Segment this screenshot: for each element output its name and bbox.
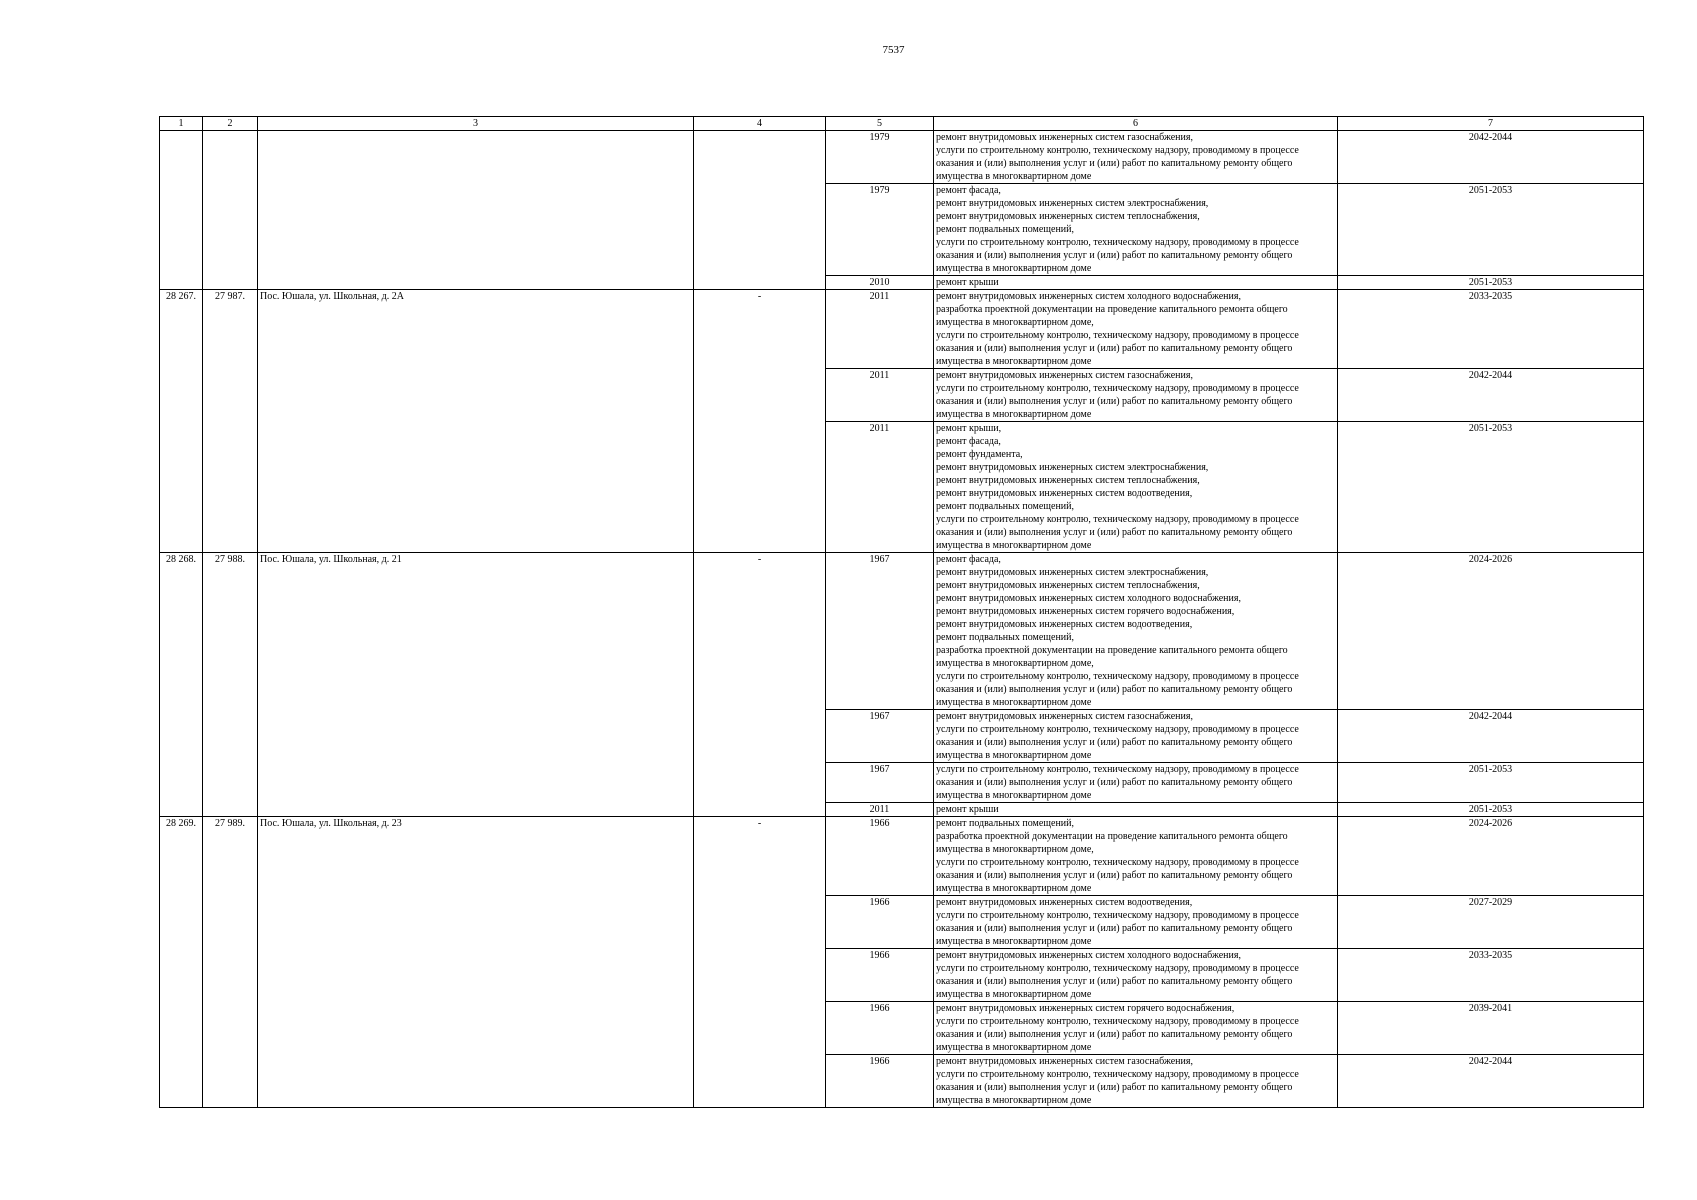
work-line: ремонт внутридомовых инженерных систем горячего водоснабжения, xyxy=(936,606,1235,617)
work-line: имущества в многоквартирном доме xyxy=(936,1095,1092,1106)
work-line: услуги по строительному контролю, техническому надзору, проводимому в процессе xyxy=(936,514,1299,525)
cell-works xyxy=(934,276,1338,290)
cell-year: 1967 xyxy=(826,763,934,803)
work-line: ремонт внутридомовых инженерных систем теплоснабжения, xyxy=(936,475,1200,486)
cell-year: 1979 xyxy=(826,131,934,184)
work-line: ремонт подвальных помещений, xyxy=(936,632,1074,643)
cell-year: 1966 xyxy=(826,817,934,896)
cell-period: 2042-2044 xyxy=(1338,369,1644,422)
work-line: имущества в многоквартирном доме xyxy=(936,409,1092,420)
repair-schedule-table xyxy=(159,116,1644,1108)
work-line: ремонт внутридомовых инженерных систем теплоснабжения, xyxy=(936,211,1200,222)
work-line: имущества в многоквартирном доме, xyxy=(936,844,1094,855)
cell-period: 2033-2035 xyxy=(1338,290,1644,369)
work-line: имущества в многоквартирном доме xyxy=(936,540,1092,551)
work-line: ремонт внутридомовых инженерных систем холодного водоснабжения, xyxy=(936,950,1241,961)
work-line: ремонт крыши xyxy=(936,804,999,815)
cell-period: 2051-2053 xyxy=(1338,763,1644,803)
cell-works xyxy=(934,710,1338,763)
work-line: ремонт внутридомовых инженерных систем газоснабжения, xyxy=(936,711,1193,722)
cell-period: 2051-2053 xyxy=(1338,276,1644,290)
work-line: ремонт фасада, xyxy=(936,436,1001,447)
cell-year: 2011 xyxy=(826,803,934,817)
header-row xyxy=(160,117,1644,131)
cell-period: 2042-2044 xyxy=(1338,131,1644,184)
work-line: ремонт внутридомовых инженерных систем электроснабжения, xyxy=(936,462,1209,473)
cell-col-1: 28 269. xyxy=(160,817,203,1108)
work-line: услуги по строительному контролю, техническому надзору, проводимому в процессе xyxy=(936,910,1299,921)
work-line: услуги по строительному контролю, техническому надзору, проводимому в процессе xyxy=(936,963,1299,974)
work-line: оказания и (или) выполнения услуг и (или) работ по капитальному ремонту общего xyxy=(936,777,1293,788)
cell-year: 1966 xyxy=(826,896,934,949)
table-row xyxy=(160,131,1644,184)
work-line: ремонт внутридомовых инженерных систем газоснабжения, xyxy=(936,370,1193,381)
cell-works xyxy=(934,896,1338,949)
work-line: оказания и (или) выполнения услуг и (или) работ по капитальному ремонту общего xyxy=(936,976,1293,987)
work-line: имущества в многоквартирном доме xyxy=(936,697,1092,708)
work-line: ремонт подвальных помещений, xyxy=(936,224,1074,235)
cell-works xyxy=(934,803,1338,817)
work-line: имущества в многоквартирном доме xyxy=(936,750,1092,761)
table-body xyxy=(160,131,1644,1108)
work-line: оказания и (или) выполнения услуг и (или) работ по капитальному ремонту общего xyxy=(936,870,1293,881)
cell-works xyxy=(934,763,1338,803)
work-line: разработка проектной документации на проведение капитального ремонта общего xyxy=(936,304,1288,315)
cell-period: 2042-2044 xyxy=(1338,1055,1644,1108)
cell-col-1: 28 267. xyxy=(160,290,203,553)
table-row xyxy=(160,817,1644,896)
work-line: услуги по строительному контролю, техническому надзору, проводимому в процессе xyxy=(936,857,1299,868)
cell-col-2 xyxy=(203,131,258,290)
work-line: ремонт внутридомовых инженерных систем теплоснабжения, xyxy=(936,580,1200,591)
work-line: услуги по строительному контролю, техническому надзору, проводимому в процессе xyxy=(936,1069,1299,1080)
work-line: ремонт внутридомовых инженерных систем электроснабжения, xyxy=(936,198,1209,209)
cell-period: 2027-2029 xyxy=(1338,896,1644,949)
cell-year: 1967 xyxy=(826,710,934,763)
work-line: ремонт внутридомовых инженерных систем газоснабжения, xyxy=(936,1056,1193,1067)
column-header-6: 6 xyxy=(934,117,1338,131)
work-line: ремонт фасада, xyxy=(936,554,1001,565)
cell-year: 1966 xyxy=(826,1055,934,1108)
work-line: ремонт внутридомовых инженерных систем водоотведения, xyxy=(936,488,1193,499)
cell-works xyxy=(934,1002,1338,1055)
column-header-5: 5 xyxy=(826,117,934,131)
cell-year: 2010 xyxy=(826,276,934,290)
work-line: оказания и (или) выполнения услуг и (или) работ по капитальному ремонту общего xyxy=(936,396,1293,407)
work-line: оказания и (или) выполнения услуг и (или) работ по капитальному ремонту общего xyxy=(936,1029,1293,1040)
work-line: ремонт крыши xyxy=(936,277,999,288)
cell-works xyxy=(934,817,1338,896)
cell-col-3: Пос. Юшала, ул. Школьная, д. 2А xyxy=(258,290,694,553)
work-line: имущества в многоквартирном доме xyxy=(936,171,1092,182)
cell-period: 2033-2035 xyxy=(1338,949,1644,1002)
cell-col-4: - xyxy=(694,817,826,1108)
work-line: услуги по строительному контролю, техническому надзору, проводимому в процессе xyxy=(936,330,1299,341)
work-line: имущества в многоквартирном доме xyxy=(936,790,1092,801)
work-line: имущества в многоквартирном доме, xyxy=(936,658,1094,669)
cell-col-2: 27 988. xyxy=(203,553,258,817)
work-line: имущества в многоквартирном доме xyxy=(936,1042,1092,1053)
column-header-3: 3 xyxy=(258,117,694,131)
cell-year: 1979 xyxy=(826,184,934,276)
cell-year: 2011 xyxy=(826,422,934,553)
cell-col-1: 28 268. xyxy=(160,553,203,817)
cell-period: 2024-2026 xyxy=(1338,817,1644,896)
work-line: услуги по строительному контролю, техническому надзору, проводимому в процессе xyxy=(936,671,1299,682)
cell-works xyxy=(934,290,1338,369)
cell-works xyxy=(934,369,1338,422)
work-line: разработка проектной документации на проведение капитального ремонта общего xyxy=(936,831,1288,842)
work-line: оказания и (или) выполнения услуг и (или) работ по капитальному ремонту общего xyxy=(936,158,1293,169)
work-line: услуги по строительному контролю, техническому надзору, проводимому в процессе xyxy=(936,145,1299,156)
work-line: разработка проектной документации на проведение капитального ремонта общего xyxy=(936,645,1288,656)
column-header-4: 4 xyxy=(694,117,826,131)
cell-period: 2024-2026 xyxy=(1338,553,1644,710)
cell-period: 2039-2041 xyxy=(1338,1002,1644,1055)
work-line: имущества в многоквартирном доме xyxy=(936,263,1092,274)
work-line: ремонт внутридомовых инженерных систем холодного водоснабжения, xyxy=(936,291,1241,302)
page-number: 7537 xyxy=(882,44,905,56)
repair-schedule-table-container xyxy=(159,116,1643,1108)
work-line: оказания и (или) выполнения услуг и (или) работ по капитальному ремонту общего xyxy=(936,737,1293,748)
cell-col-2: 27 987. xyxy=(203,290,258,553)
work-line: услуги по строительному контролю, техническому надзору, проводимому в процессе xyxy=(936,1016,1299,1027)
cell-period: 2042-2044 xyxy=(1338,710,1644,763)
work-line: услуги по строительному контролю, техническому надзору, проводимому в процессе xyxy=(936,383,1299,394)
work-line: услуги по строительному контролю, техническому надзору, проводимому в процессе xyxy=(936,237,1299,248)
cell-col-3 xyxy=(258,131,694,290)
work-line: ремонт внутридомовых инженерных систем электроснабжения, xyxy=(936,567,1209,578)
cell-period: 2051-2053 xyxy=(1338,184,1644,276)
work-line: оказания и (или) выполнения услуг и (или) работ по капитальному ремонту общего xyxy=(936,923,1293,934)
cell-year: 1966 xyxy=(826,1002,934,1055)
work-line: оказания и (или) выполнения услуг и (или) работ по капитальному ремонту общего xyxy=(936,684,1293,695)
cell-year: 2011 xyxy=(826,290,934,369)
work-line: ремонт внутридомовых инженерных систем газоснабжения, xyxy=(936,132,1193,143)
cell-year: 2011 xyxy=(826,369,934,422)
work-line: оказания и (или) выполнения услуг и (или) работ по капитальному ремонту общего xyxy=(936,343,1293,354)
work-line: оказания и (или) выполнения услуг и (или) работ по капитальному ремонту общего xyxy=(936,1082,1293,1093)
table-row xyxy=(160,290,1644,369)
cell-works xyxy=(934,949,1338,1002)
work-line: ремонт внутридомовых инженерных систем горячего водоснабжения, xyxy=(936,1003,1235,1014)
work-line: ремонт фундамента, xyxy=(936,449,1023,460)
work-line: оказания и (или) выполнения услуг и (или) работ по капитальному ремонту общего xyxy=(936,250,1293,261)
work-line: имущества в многоквартирном доме xyxy=(936,883,1092,894)
cell-works xyxy=(934,422,1338,553)
work-line: ремонт подвальных помещений, xyxy=(936,818,1074,829)
cell-period: 2051-2053 xyxy=(1338,422,1644,553)
column-header-2: 2 xyxy=(203,117,258,131)
work-line: услуги по строительному контролю, техническому надзору, проводимому в процессе xyxy=(936,724,1299,735)
work-line: имущества в многоквартирном доме xyxy=(936,356,1092,367)
cell-works xyxy=(934,184,1338,276)
cell-year: 1967 xyxy=(826,553,934,710)
work-line: оказания и (или) выполнения услуг и (или) работ по капитальному ремонту общего xyxy=(936,527,1293,538)
cell-col-4: - xyxy=(694,553,826,817)
cell-period: 2051-2053 xyxy=(1338,803,1644,817)
cell-col-4: - xyxy=(694,290,826,553)
cell-works xyxy=(934,553,1338,710)
work-line: ремонт внутридомовых инженерных систем водоотведения, xyxy=(936,619,1193,630)
work-line: ремонт фасада, xyxy=(936,185,1001,196)
column-header-1: 1 xyxy=(160,117,203,131)
cell-col-1 xyxy=(160,131,203,290)
cell-col-2: 27 989. xyxy=(203,817,258,1108)
work-line: ремонт подвальных помещений, xyxy=(936,501,1074,512)
work-line: услуги по строительному контролю, техническому надзору, проводимому в процессе xyxy=(936,764,1299,775)
column-header-7: 7 xyxy=(1338,117,1644,131)
work-line: ремонт внутридомовых инженерных систем водоотведения, xyxy=(936,897,1193,908)
table-row xyxy=(160,553,1644,710)
cell-col-4 xyxy=(694,131,826,290)
work-line: ремонт крыши, xyxy=(936,423,1002,434)
work-line: имущества в многоквартирном доме xyxy=(936,936,1092,947)
cell-year: 1966 xyxy=(826,949,934,1002)
cell-works xyxy=(934,1055,1338,1108)
cell-works xyxy=(934,131,1338,184)
work-line: имущества в многоквартирном доме xyxy=(936,989,1092,1000)
work-line: имущества в многоквартирном доме, xyxy=(936,317,1094,328)
cell-col-3: Пос. Юшала, ул. Школьная, д. 21 xyxy=(258,553,694,817)
cell-col-3: Пос. Юшала, ул. Школьная, д. 23 xyxy=(258,817,694,1108)
work-line: ремонт внутридомовых инженерных систем холодного водоснабжения, xyxy=(936,593,1241,604)
